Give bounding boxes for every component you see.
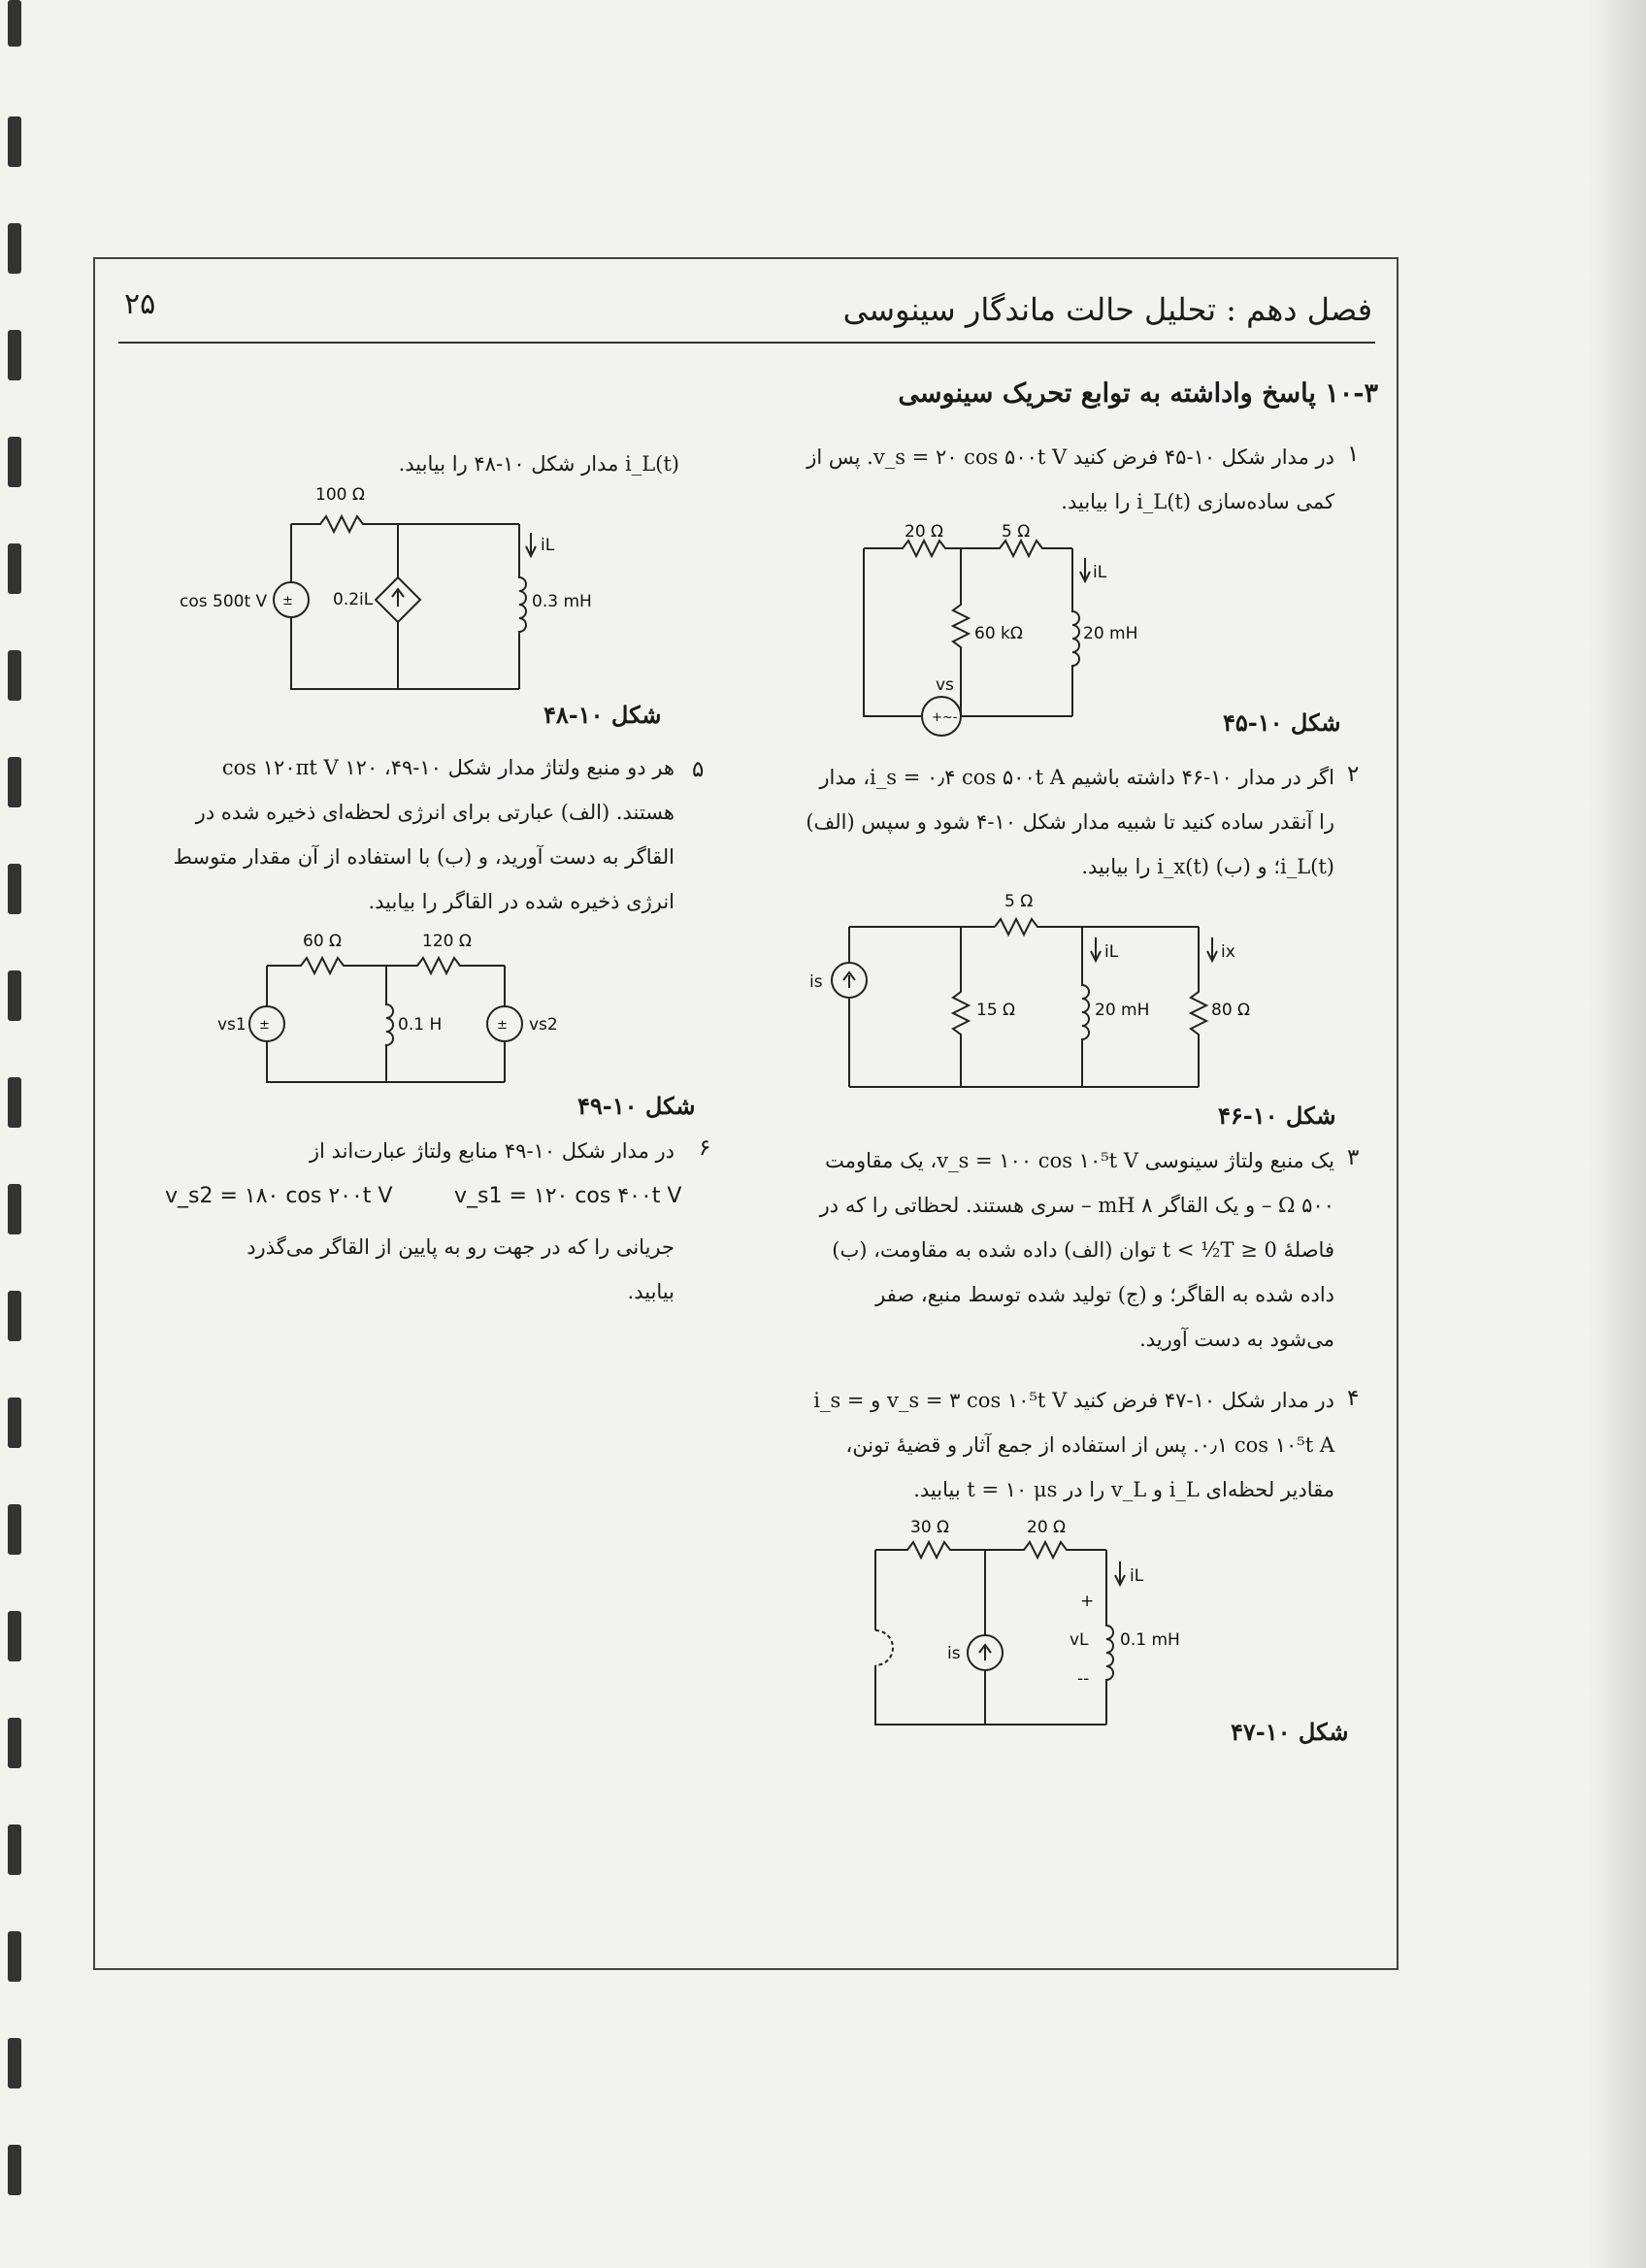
current-label: ix (1221, 942, 1235, 962)
resistor-label: 100 Ω (315, 485, 365, 505)
problem-text: هر دو منبع ولتاژ مدار شکل ۱۰-۴۹، ۱۲۰ cos ۱۲۰πt V هستند. (الف) عبارتی برای انرژی لحظه‌ای ذخیره شده در القاگر به دست آورید، و (ب) با استفاده از آن مقدار متوسط انرژی ذخیره شده در القاگر را بیابید. (173, 756, 675, 913)
figure-caption: شکل ۱۰-۴۹ (577, 1092, 696, 1120)
binding-hole (8, 0, 21, 47)
circuit-figure-10-48 (170, 480, 592, 704)
svg-text:±: ± (259, 1018, 270, 1033)
binding-hole (8, 437, 21, 487)
binding-hole (8, 1611, 21, 1661)
problem-number: ۱ (1347, 442, 1360, 467)
resistor-label: 20 Ω (905, 522, 944, 542)
inductor-label: 0.1 mH (1120, 1630, 1180, 1650)
binding-hole (8, 1824, 21, 1875)
problem-text: جریانی را که در جهت رو به پایین از القاگر می‌گذرد بیابید. (247, 1235, 675, 1303)
current-label: iL (541, 536, 555, 555)
problem-number: ۶ (699, 1135, 711, 1161)
section-title: ۱۰-۳ پاسخ واداشته به توابع تحریک سینوسی (898, 378, 1378, 409)
binding-hole (8, 330, 21, 380)
resistor-label: 60 kΩ (974, 624, 1023, 643)
binding-hole (8, 223, 21, 274)
binding-hole (8, 864, 21, 914)
dependent-source-label: 0.2iL (333, 590, 374, 609)
inductor-label: 20 mH (1095, 1001, 1150, 1020)
circuit-figure-10-47 (854, 1509, 1180, 1732)
resistor-label: 5 Ω (1004, 892, 1034, 911)
minus-sign: -- (1077, 1669, 1090, 1689)
source-label: is (809, 972, 823, 992)
header-rule (118, 342, 1375, 344)
current-label: iL (1093, 563, 1107, 582)
figure-caption: شکل ۱۰-۴۸ (543, 701, 662, 729)
page-number: ۲۵ (124, 287, 156, 321)
resistor-label: 15 Ω (976, 1001, 1016, 1020)
resistor-label: 120 Ω (422, 932, 472, 951)
binding-hole (8, 970, 21, 1021)
circuit-figure-10-45 (844, 519, 1155, 733)
binding-hole (8, 1077, 21, 1128)
resistor-label: 60 Ω (303, 932, 343, 951)
source-label: vs2 (529, 1015, 558, 1035)
problem-number: ۵ (692, 757, 705, 782)
figure-caption: شکل ۱۰-۴۵ (1223, 708, 1341, 737)
problem-number: ۴ (1347, 1386, 1360, 1411)
inductor-label: 0.1 H (398, 1015, 443, 1035)
plus-sign: + (1080, 1592, 1095, 1611)
binding-hole (8, 1291, 21, 1341)
problem-text: در مدار شکل ۱۰-۴۵ فرض کنید v_s = ۲۰ cos ۵۰۰t V. پس از کمی ساده‌سازی i_L(t) را بیابید. (807, 445, 1334, 513)
svg-text:±: ± (282, 594, 293, 608)
binding-hole (8, 1504, 21, 1555)
current-label: iL (1130, 1566, 1144, 1586)
circuit-figure-10-49 (214, 927, 582, 1097)
inductor-label: 0.3 mH (532, 592, 592, 611)
source-label: vs1 (217, 1015, 247, 1035)
problem-text: در مدار شکل ۱۰-۴۷ فرض کنید v_s = ۳ cos ۱۰⁵t V و i_s = ۰٫۱ cos ۱۰⁵t A. پس از استفاده از جمع آثار و قضیهٔ تونن، مقادیر لحظه‌ای i_L و v_L را در t = ۱۰ μs بیابید. (813, 1389, 1334, 1501)
problem-number: ۳ (1347, 1145, 1360, 1170)
binding-hole (8, 1397, 21, 1448)
resistor-label: 30 Ω (910, 1518, 950, 1537)
figure-caption: شکل ۱۰-۴۶ (1218, 1101, 1336, 1130)
binding-hole (8, 2038, 21, 2088)
spiral-binding (0, 0, 39, 2268)
svg-text:±: ± (497, 1018, 508, 1033)
chapter-title: فصل دهم : تحلیل حالت ماندگار سینوسی (842, 291, 1372, 328)
problem-text: i_L(t) مدار شکل ۱۰-۴۸ را بیابید. (398, 452, 679, 476)
equation: v_s1 = ۱۲۰ cos ۴۰۰t V (454, 1184, 682, 1208)
resistor-label: 80 Ω (1211, 1001, 1251, 1020)
binding-hole (8, 2145, 21, 2195)
page-edge-shadow (1588, 0, 1646, 2268)
source-label: vs (936, 675, 954, 695)
binding-hole (8, 1718, 21, 1768)
source-label: cos 500t V (180, 592, 268, 611)
svg-text:+~-: +~- (932, 710, 958, 725)
current-label: iL (1104, 942, 1119, 962)
binding-hole (8, 650, 21, 701)
equation: v_s2 = ۱۸۰ cos ۲۰۰t V (165, 1184, 393, 1208)
circuit-figure-10-46 (806, 883, 1262, 1097)
binding-hole (8, 757, 21, 807)
problem-text: اگر در مدار ۱۰-۴۶ داشته باشیم i_s = ۰٫۴ cos ۵۰۰t A، مدار را آنقدر ساده کنید تا شبیه مدار شکل ۱۰-۴ شود و سپس (الف) i_L(t)؛ و (ب) i_x(t) را بیابید. (806, 766, 1334, 878)
resistor-label: 5 Ω (1002, 522, 1031, 542)
inductor-label: 20 mH (1083, 624, 1138, 643)
binding-hole (8, 543, 21, 594)
figure-caption: شکل ۱۰-۴۷ (1231, 1718, 1349, 1746)
source-label: is (947, 1644, 961, 1663)
voltage-label: vL (1070, 1630, 1089, 1650)
binding-hole (8, 116, 21, 167)
problem-number: ۲ (1347, 762, 1360, 787)
problem-text: یک منبع ولتاژ سینوسی v_s = ۱۰۰ cos ۱۰⁵t V، یک مقاومت ۵۰۰ Ω – و یک القاگر ۸ mH – سری هستند. لحظاتی را که در فاصلهٔ 0 ≤ t < ½T توان (الف) داده شده به مقاومت، (ب) داده شده به القاگر؛ و (ج) تولید شده توسط منبع، صفر می‌شود به دست آورید. (819, 1149, 1334, 1351)
resistor-label: 20 Ω (1027, 1518, 1067, 1537)
problem-text: در مدار شکل ۱۰-۴۹ منابع ولتاژ عبارت‌اند از (309, 1139, 675, 1163)
binding-hole (8, 1931, 21, 1982)
binding-hole (8, 1184, 21, 1234)
